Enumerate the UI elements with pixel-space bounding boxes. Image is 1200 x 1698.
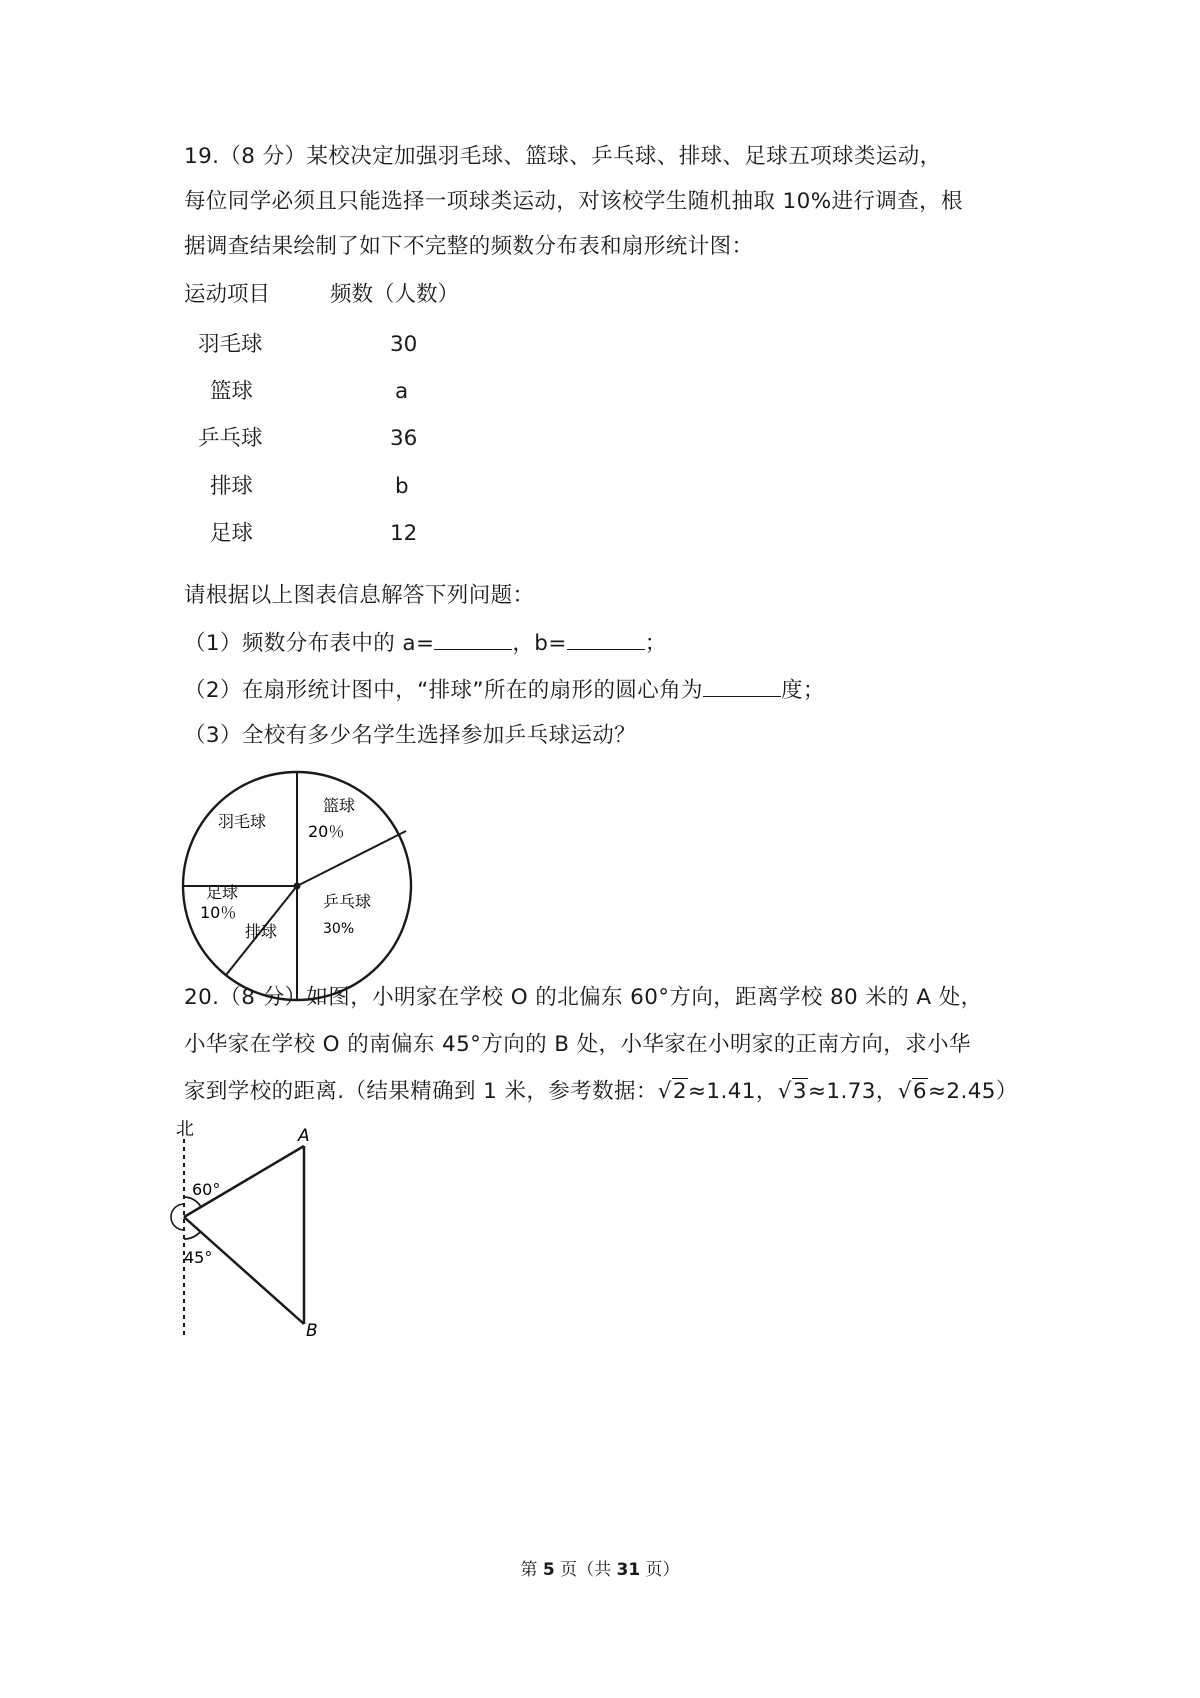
table-row-count: 12	[390, 521, 418, 546]
q20-line-2: 小华家在学校 O 的南偏东 45°方向的 B 处，小华家在小明家的正南方向，求小华	[184, 1032, 971, 1057]
q19-subquestion-1	[184, 627, 667, 659]
table-row-count: 30	[390, 332, 418, 357]
approx-2: ≈1.41，	[688, 1079, 778, 1104]
answer-blank-angle	[703, 674, 781, 697]
q19-line-2: 每位同学必须且只能选择一项球类运动，对该校学生随机抽取 10%进行调查，根	[184, 189, 963, 214]
angle-60-label: 60°	[192, 1180, 221, 1199]
north-label: 北	[176, 1119, 194, 1140]
pie-label-basketball: 篮球	[323, 796, 356, 815]
pie-center-dot	[294, 883, 301, 890]
sqrt-6: √6	[897, 1079, 927, 1104]
table-row-item: 乒乓球	[198, 426, 263, 451]
footer-total-pages: 31	[616, 1560, 641, 1580]
answer-blank-b	[567, 627, 645, 650]
sub2-text-a: （2）在扇形统计图中，“排球”所在的扇形的圆心角为	[184, 678, 703, 703]
sqrt-3: √3	[777, 1079, 807, 1104]
q20-line-1: 20.（8 分）如图，小明家在学校 O 的北偏东 60°方向，距离学校 80 米的 A 处，	[184, 985, 983, 1010]
segment-ob	[184, 1217, 304, 1324]
sub1-text-end: ；	[644, 631, 667, 656]
table-header-count: 频数（人数）	[330, 282, 460, 307]
q19-line-3: 据调查结果绘制了如下不完整的频数分布表和扇形统计图：	[184, 234, 754, 259]
q19-subquestion-2	[184, 674, 825, 706]
table-row-count: b	[395, 474, 409, 499]
pie-label-pingpong-pct: 30%	[323, 921, 355, 937]
sub1-text-a: （1）频数分布表中的 a=	[184, 631, 435, 656]
angle-45-label: 45°	[184, 1248, 213, 1267]
table-row-item: 足球	[210, 521, 254, 546]
table-row-item: 篮球	[210, 379, 254, 404]
direction-figure	[170, 1115, 370, 1375]
q19-subquestion-3: （3）全校有多少名学生选择参加乒乓球运动？	[184, 723, 637, 748]
pie-chart	[170, 765, 430, 1015]
footer-page-number: 5	[542, 1560, 555, 1580]
table-row-count: 36	[390, 426, 418, 451]
table-row-item: 排球	[210, 474, 254, 499]
point-a-label: A	[298, 1126, 310, 1146]
pie-label-pingpong: 乒乓球	[323, 892, 372, 911]
sub2-text-end: 度；	[780, 678, 825, 703]
q20-line-3-text: 家到学校的距离.（结果精确到 1 米，参考数据：	[184, 1079, 658, 1104]
angle-arc-left	[171, 1204, 184, 1230]
table-row-count: a	[395, 379, 409, 404]
pie-label-badminton: 羽毛球	[218, 812, 267, 831]
q20-line-3	[184, 1077, 1018, 1107]
approx-6: ≈2.45）	[928, 1079, 1018, 1104]
table-header-item: 运动项目	[184, 282, 271, 307]
answer-blank-a	[434, 627, 512, 650]
pie-label-volleyball: 排球	[245, 922, 278, 941]
table-row-item: 羽毛球	[198, 332, 263, 357]
sqrt-2: √2	[657, 1079, 687, 1104]
point-b-label: B	[306, 1321, 318, 1341]
page-footer	[0, 1555, 1200, 1580]
sub1-text-b: ，b=	[512, 631, 567, 656]
pie-label-football: 足球	[206, 883, 239, 902]
footer-middle: 页（共	[554, 1560, 617, 1580]
q19-prompt: 请根据以上图表信息解答下列问题：	[184, 583, 535, 608]
footer-suffix: 页）	[640, 1560, 680, 1580]
pie-label-basketball-pct: 20％	[308, 822, 345, 841]
pie-label-football-pct: 10％	[200, 903, 237, 922]
footer-prefix: 第	[520, 1560, 543, 1580]
approx-3: ≈1.73，	[808, 1079, 898, 1104]
angle-arc-45	[184, 1232, 200, 1239]
q19-line-1: 19.（8 分）某校决定加强羽毛球、篮球、乒乓球、排球、足球五项球类运动，	[184, 144, 942, 169]
